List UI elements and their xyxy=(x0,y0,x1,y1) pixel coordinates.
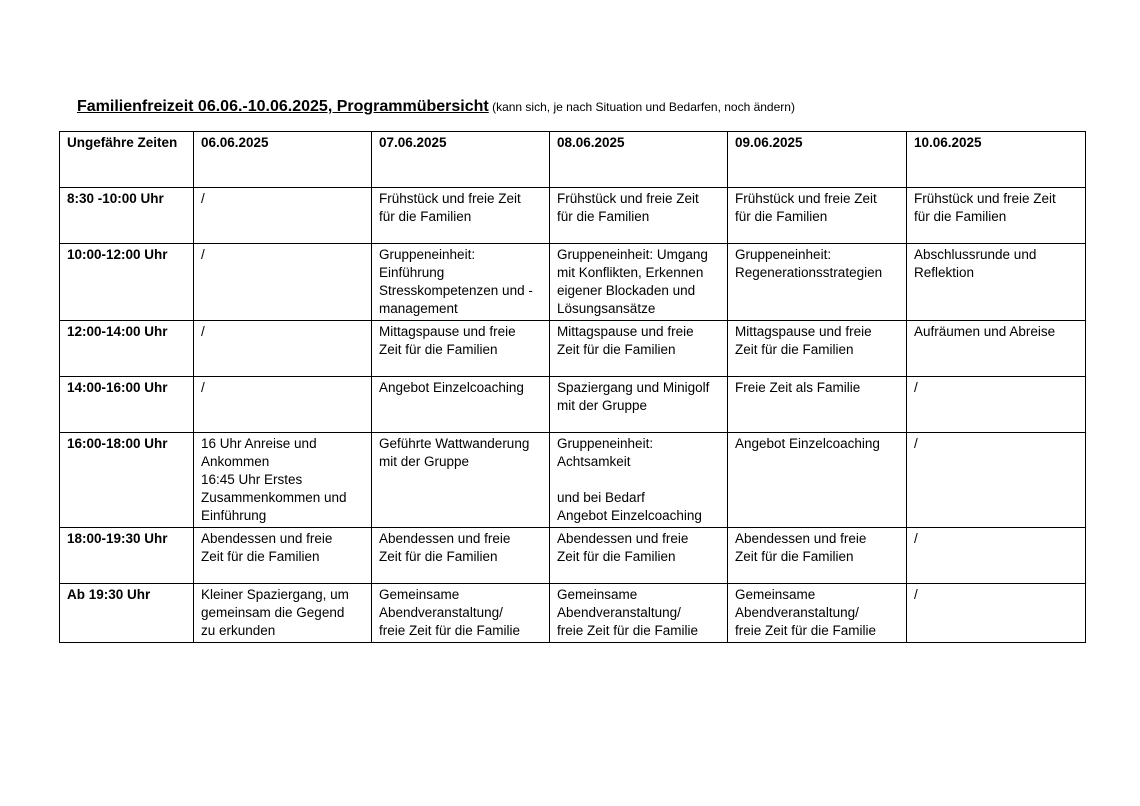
schedule-cell-day-5 xyxy=(907,321,1086,377)
schedule-cell-day-3 xyxy=(550,244,728,321)
cell-text-line: Gruppeneinheit: xyxy=(379,247,476,262)
cell-text-line: für die Familien xyxy=(914,209,1007,224)
schedule-cell-day-2 xyxy=(372,244,550,321)
cell-text-line: mit der Gruppe xyxy=(379,454,470,469)
schedule-cell-day-1 xyxy=(194,321,372,377)
schedule-cell-day-3 xyxy=(550,321,728,377)
time-slot-cell: 18:00-19:30 Uhr xyxy=(60,528,194,584)
cell-text-line: Abendessen und freie xyxy=(557,531,689,546)
cell-text-line: management xyxy=(379,301,458,316)
cell-text-line: für die Familien xyxy=(557,209,650,224)
cell-text-line: Achtsamkeit xyxy=(557,454,631,469)
cell-text-line: freie Zeit für die Familie xyxy=(557,623,699,638)
cell-text-line: Angebot Einzelcoaching xyxy=(379,380,524,395)
cell-text-line: Zeit für die Familien xyxy=(735,342,854,357)
document-subtitle-note: (kann sich, je nach Situation und Bedarfen, noch ändern) xyxy=(488,100,795,114)
cell-text-line: mit Konflikten, Erkennen xyxy=(557,265,704,280)
schedule-cell-day-5 xyxy=(907,244,1086,321)
cell-text-line: Ankommen xyxy=(201,454,270,469)
table-row xyxy=(60,244,1086,321)
schedule-cell-day-2 xyxy=(372,188,550,244)
schedule-cell-day-2 xyxy=(372,528,550,584)
header-cell-day-5: 10.06.2025 xyxy=(907,132,1086,188)
cell-text-line: Aufräumen und Abreise xyxy=(914,324,1056,339)
cell-text-line: Angebot Einzelcoaching xyxy=(735,436,880,451)
cell-text-line: Zeit für die Familien xyxy=(557,549,676,564)
header-cell-day-1: 06.06.2025 xyxy=(194,132,372,188)
document-title: Familienfreizeit 06.06.-10.06.2025, Programmübersicht xyxy=(77,98,489,115)
cell-text-line: freie Zeit für die Familie xyxy=(379,623,521,638)
header-cell-times: Ungefähre Zeiten xyxy=(60,132,194,188)
schedule-cell-day-3 xyxy=(550,528,728,584)
table-row xyxy=(60,377,1086,433)
cell-text-line: Einführung xyxy=(201,508,267,523)
schedule-cell-day-4 xyxy=(728,188,907,244)
schedule-cell-day-1 xyxy=(194,377,372,433)
schedule-cell-day-4 xyxy=(728,528,907,584)
cell-text-line: Spaziergang und Minigolf xyxy=(557,380,710,395)
cell-text-line: für die Familien xyxy=(735,209,828,224)
cell-text-line: gemeinsam die Gegend xyxy=(201,605,345,620)
cell-text-line: Angebot Einzelcoaching xyxy=(557,508,702,523)
schedule-cell-day-3 xyxy=(550,433,728,528)
cell-text-line: Geführte Wattwanderung xyxy=(379,436,530,451)
cell-text-line: Gemeinsame xyxy=(379,587,460,602)
schedule-cell-day-4 xyxy=(728,584,907,643)
cell-text-line: / xyxy=(914,436,918,451)
cell-text-line: und bei Bedarf xyxy=(557,490,645,505)
cell-text-line: / xyxy=(914,531,918,546)
program-table-body xyxy=(60,132,1086,643)
cell-text-line: Abendveranstaltung/ xyxy=(557,605,681,620)
cell-text-line: Gruppeneinheit: xyxy=(557,436,654,451)
cell-text-line: Gruppeneinheit: xyxy=(735,247,832,262)
cell-text-line: / xyxy=(914,587,918,602)
schedule-cell-day-2 xyxy=(372,321,550,377)
cell-text-line: / xyxy=(201,324,205,339)
cell-text-line: Abendessen und freie xyxy=(735,531,867,546)
schedule-cell-day-2 xyxy=(372,377,550,433)
cell-text-line: Abendveranstaltung/ xyxy=(735,605,859,620)
cell-text-line: / xyxy=(914,380,918,395)
schedule-cell-day-3 xyxy=(550,584,728,643)
table-row xyxy=(60,528,1086,584)
cell-text-line: Mittagspause und freie xyxy=(735,324,872,339)
schedule-cell-day-1 xyxy=(194,584,372,643)
cell-text-line: mit der Gruppe xyxy=(557,398,648,413)
program-table xyxy=(59,131,1086,643)
cell-text-line: Zusammenkommen und xyxy=(201,490,347,505)
header-cell-day-4: 09.06.2025 xyxy=(728,132,907,188)
cell-text-line: Gemeinsame xyxy=(557,587,638,602)
cell-text-line: Abendveranstaltung/ xyxy=(379,605,503,620)
cell-text-line: Abendessen und freie xyxy=(201,531,333,546)
cell-text-line: Einführung xyxy=(379,265,445,280)
table-row xyxy=(60,433,1086,528)
table-row xyxy=(60,584,1086,643)
cell-text-line: Gemeinsame xyxy=(735,587,816,602)
cell-text-line: freie Zeit für die Familie xyxy=(735,623,877,638)
cell-spacer xyxy=(557,471,720,489)
cell-text-line: Frühstück und freie Zeit xyxy=(735,191,877,206)
schedule-cell-day-5 xyxy=(907,584,1086,643)
cell-text-line: Regenerationsstrategien xyxy=(735,265,883,280)
cell-text-line: Frühstück und freie Zeit xyxy=(914,191,1056,206)
cell-text-line: Stresskompetenzen und - xyxy=(379,283,533,298)
cell-text-line: Mittagspause und freie xyxy=(557,324,694,339)
cell-text-line: Frühstück und freie Zeit xyxy=(379,191,521,206)
cell-text-line: eigener Blockaden und xyxy=(557,283,696,298)
cell-text-line: Zeit für die Familien xyxy=(379,549,498,564)
schedule-cell-day-4 xyxy=(728,244,907,321)
cell-text-line: 16:45 Uhr Erstes xyxy=(201,472,303,487)
schedule-cell-day-2 xyxy=(372,433,550,528)
schedule-cell-day-1 xyxy=(194,528,372,584)
schedule-cell-day-1 xyxy=(194,433,372,528)
table-row xyxy=(60,321,1086,377)
schedule-cell-day-3 xyxy=(550,377,728,433)
schedule-cell-day-3 xyxy=(550,188,728,244)
cell-text-line: / xyxy=(201,380,205,395)
cell-text-line: zu erkunden xyxy=(201,623,276,638)
time-slot-cell: 16:00-18:00 Uhr xyxy=(60,433,194,528)
time-slot-cell: 14:00-16:00 Uhr xyxy=(60,377,194,433)
cell-text-line: Zeit für die Familien xyxy=(557,342,676,357)
cell-text-line: Kleiner Spaziergang, um xyxy=(201,587,349,602)
table-header-row xyxy=(60,132,1086,188)
schedule-cell-day-5 xyxy=(907,433,1086,528)
cell-text-line: Reflektion xyxy=(914,265,975,280)
cell-text-line: Frühstück und freie Zeit xyxy=(557,191,699,206)
document-title-line xyxy=(77,98,795,116)
time-slot-cell: 8:30 -10:00 Uhr xyxy=(60,188,194,244)
schedule-cell-day-1 xyxy=(194,188,372,244)
cell-text-line: Abendessen und freie xyxy=(379,531,511,546)
header-cell-day-2: 07.06.2025 xyxy=(372,132,550,188)
schedule-cell-day-5 xyxy=(907,188,1086,244)
cell-text-line: Zeit für die Familien xyxy=(735,549,854,564)
cell-text-line: 16 Uhr Anreise und xyxy=(201,436,317,451)
cell-text-line: Abschlussrunde und xyxy=(914,247,1037,262)
schedule-cell-day-4 xyxy=(728,433,907,528)
schedule-cell-day-5 xyxy=(907,528,1086,584)
schedule-cell-day-1 xyxy=(194,244,372,321)
time-slot-cell: Ab 19:30 Uhr xyxy=(60,584,194,643)
schedule-cell-day-4 xyxy=(728,377,907,433)
table-row xyxy=(60,188,1086,244)
schedule-cell-day-4 xyxy=(728,321,907,377)
cell-text-line: Freie Zeit als Familie xyxy=(735,380,861,395)
time-slot-cell: 10:00-12:00 Uhr xyxy=(60,244,194,321)
cell-text-line: / xyxy=(201,247,205,262)
cell-text-line: für die Familien xyxy=(379,209,472,224)
time-slot-cell: 12:00-14:00 Uhr xyxy=(60,321,194,377)
cell-text-line: Zeit für die Familien xyxy=(379,342,498,357)
cell-text-line: Zeit für die Familien xyxy=(201,549,320,564)
header-cell-day-3: 08.06.2025 xyxy=(550,132,728,188)
cell-text-line: Lösungsansätze xyxy=(557,301,656,316)
schedule-cell-day-5 xyxy=(907,377,1086,433)
schedule-cell-day-2 xyxy=(372,584,550,643)
cell-text-line: Gruppeneinheit: Umgang xyxy=(557,247,708,262)
cell-text-line: / xyxy=(201,191,205,206)
cell-text-line: Mittagspause und freie xyxy=(379,324,516,339)
